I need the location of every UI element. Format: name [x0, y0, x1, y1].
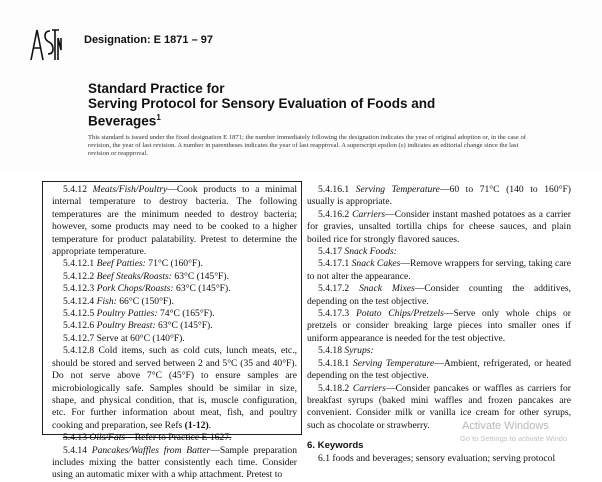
section-5-4-12-6: 5.4.12.6 Poultry Breast: 63°C (145°F).	[63, 320, 213, 332]
section-5-4-12-8: 5.4.12.8 Cold items, such as cold cuts, lunch meats, etc., should be stored and served between 2 and 5°C (35 and 40°F). Do not serve above 7°C (45°F) to ensure samples are microbiologically safe. Samples should be similar in size, shape, and physical condition, that is, muscle configuration, etc. For further information about meat, fish, and poultry cooking and preparation, see Refs (1-12).	[52, 345, 297, 431]
section-5-4-16-1: 5.4.16.1 Serving Temperature—60 to 71°C (140 to 160°F) usually is appropriate.	[307, 184, 571, 208]
document-header	[0, 0, 602, 172]
issuance-notice: This standard is issued under the fixed designation E 1871; the number immediately following the designation indicates the year of original adoption or, in the case of revision, the year of last revision. A number in parentheses indicates the year of last reapproval. A superscript epsilon (ε) indicates an editorial change since the last revision or reapproval.	[88, 134, 526, 158]
title-line-3: Beverages$^1$	[88, 113, 161, 129]
title-line-2: Serving Protocol for Sensory Evaluation of Foods and	[88, 95, 436, 111]
section-5-4-12-4: 5.4.12.4 Fish: 66°C (150°F).	[63, 295, 174, 307]
title-line-1: Standard Practice for	[88, 81, 225, 96]
keywords-text: 6.1 foods and beverages; sensory evaluation; serving protocol	[318, 452, 556, 464]
designation-label: Designation: E 1871 – 97	[84, 34, 213, 46]
activate-windows-watermark: Activate Windows	[462, 420, 549, 432]
section-5-4-12-2: 5.4.12.2 Beef Steaks/Roasts: 63°C (145°F).	[63, 270, 229, 282]
keywords-heading: 6. Keywords	[307, 440, 364, 452]
section-5-4-17: 5.4.17 Snack Foods:	[318, 246, 397, 258]
section-5-4-12-7: 5.4.12.7 Serve at 60°C (140°F).	[63, 332, 185, 344]
section-5-4-17-3: 5.4.17.3 Potato Chips/Pretzels—Serve only whole chips or pretzels or consider breaking large pieces into smaller ones if uniform appearance is needed for the test objective.	[307, 308, 572, 344]
section-5-4-18-2: 5.4.18.2 Carriers—Consider pancakes or waffles as carriers for breakfast syrups (baked mini waffles and frozen pancakes are convenient. Consider milk or vanilla ice cream for other syrups, such as chocolate or strawberry.	[307, 382, 571, 431]
section-5-4-14: 5.4.14 Pancakes/Waffles from Batter—Sample preparation includes mixing the batter consistently each time. Consider using an automatic mixer with a whip attachment. Pretest to	[52, 444, 297, 481]
section-5-4-16-2: 5.4.16.2 Carriers—Consider instant mashed potatoes as a carrier for gravies, unsalted tortilla chips for cheese sauces, and plain boiled rice for strongly flavored sauces.	[307, 208, 571, 245]
section-5-4-12-1: 5.4.12.1 Beef Patties: 71°C (160°F).	[63, 258, 203, 270]
document-title	[88, 82, 568, 129]
left-column	[52, 184, 297, 482]
reference-link[interactable]: (1-12)	[184, 419, 209, 431]
section-5-4-18-1: 5.4.18.1 Serving Temperature—Ambient, refrigerated, or heated depending on the test objective.	[307, 357, 572, 382]
section-5-4-18: 5.4.18 Syrups:	[318, 345, 374, 357]
section-5-4-17-1: 5.4.17.1 Snack Cakes—Remove wrappers for serving, taking care to not alter the appearance.	[307, 258, 571, 282]
section-5-4-12-3: 5.4.12.3 Pork Chops/Roasts: 63°C (145°F).	[63, 283, 231, 295]
section-5-4-17-2: 5.4.17.2 Snack Mixes—Consider counting the additives, depending on the test objective.	[307, 283, 571, 307]
section-5-4-12: 5.4.12 Meats/Fish/Poultry—Cook products to a minimal internal temperature to destroy bacteria. The following temperatures are the minimum needed to destroy bacteria; however, some products may need to be cooked to a higher temperature for product palatability. Pretest to determine the appropriate temperature.	[52, 184, 297, 258]
section-5-4-12-5: 5.4.12.5 Poultry Patties: 74°C (165°F).	[63, 308, 215, 320]
activate-windows-subtext: Go to Settings to activate Windo	[460, 434, 568, 443]
astm-logo	[28, 26, 62, 62]
title-footnote-marker: 1	[156, 113, 161, 122]
section-5-4-13: 5.4.13 Oils/Fats—Refer to Practice E 1627.	[63, 432, 232, 444]
